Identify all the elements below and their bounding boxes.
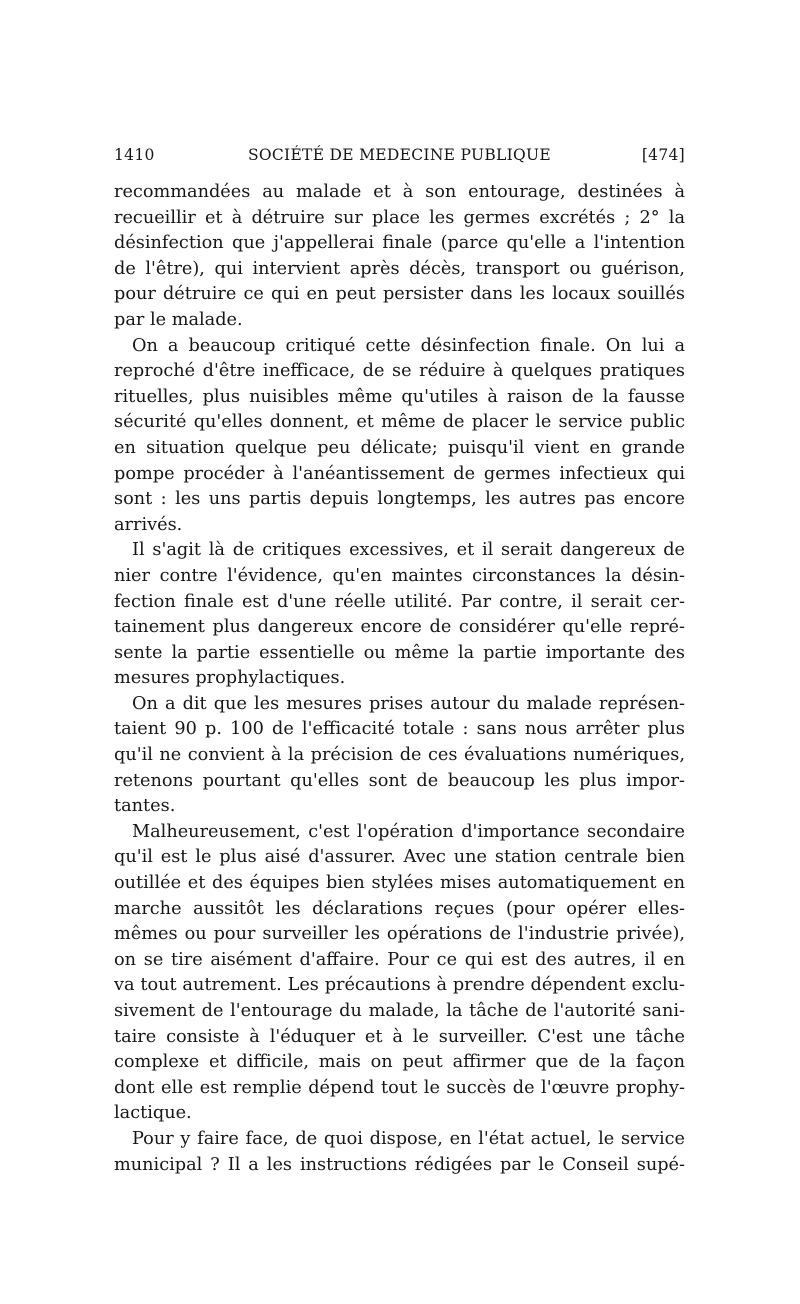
text-line: On a beaucoup critiqué cette désinfection finale. On lui a — [132, 335, 685, 356]
text-line: reproché d'être inefficace, de se réduire à quelques pratiques — [114, 361, 685, 382]
text-line: sécurité qu'elles donnent, et même de placer le service public — [114, 412, 685, 433]
text-line: taire consiste à l'éduquer et à le surveiller. C'est une tâche — [114, 1026, 685, 1047]
text-line: complexe et difficile, mais on peut affirmer que de la façon — [114, 1052, 685, 1073]
text-line: sont : les uns partis depuis longtemps, les autres pas encore — [114, 489, 685, 510]
running-head — [114, 146, 685, 170]
text-line: désinfection que j'appellerai finale (parce qu'elle a l'intention — [114, 233, 685, 254]
text-line: nier contre l'évidence, qu'en maintes circonstances la désin- — [114, 565, 685, 586]
text-line: recueillir et à détruire sur place les germes excrétés ; 2° la — [114, 207, 685, 228]
text-line: dont elle est remplie dépend tout le succès de l'œuvre prophy- — [114, 1077, 685, 1098]
text-line: Il s'agit là de critiques excessives, et il serait dangereux de — [132, 540, 685, 561]
text-line: mesures prophylactiques. — [114, 668, 346, 689]
text-line: pompe procéder à l'anéantissement de germes infectieux qui — [114, 463, 685, 484]
text-line: en situation quelque peu délicate; puisqu'il vient en grande — [114, 437, 685, 458]
text-line: outillée et des équipes bien stylées mises automatiquement en — [114, 873, 685, 894]
text-line: pour détruire ce qui en peut persister dans les locaux souillés — [114, 284, 685, 305]
text-line: recommandées au malade et à son entourage, destinées à — [114, 182, 685, 202]
text-line: lactique. — [114, 1103, 192, 1124]
text-line: taient 90 p. 100 de l'efficacité totale : sans nous arrêter plus — [114, 719, 685, 740]
page-number: 1410 — [114, 146, 155, 164]
text-line: va tout autrement. Les précautions à prendre dépendent exclu- — [114, 975, 685, 996]
text-line: tantes. — [114, 796, 176, 817]
text-line: qu'il est le plus aisé d'assurer. Avec une station centrale bien — [114, 847, 685, 868]
text-line: retenons pourtant qu'elles sont de beaucoup les plus impor- — [114, 770, 685, 791]
text-line: tainement plus dangereux encore de considérer qu'elle repré- — [114, 617, 685, 638]
text-line: fection finale est d'une réelle utilité. Par contre, il serait cer- — [114, 591, 685, 612]
text-line: mêmes ou pour surveiller les opérations de l'industrie privée), — [114, 924, 685, 945]
text-line: de l'être), qui intervient après décès, transport ou guérison, — [114, 258, 685, 279]
text-line: qu'il ne convient à la précision de ces évaluations numériques, — [114, 745, 685, 766]
text-line: rituelles, plus nuisibles même qu'utiles à raison de la fausse — [114, 386, 685, 407]
text-line: marche aussitôt les déclarations reçues (pour opérer elles- — [114, 898, 685, 919]
plate-number: [474] — [641, 146, 685, 164]
text-line: arrivés. — [114, 514, 183, 535]
body-text — [114, 180, 685, 1178]
text-line: On a dit que les mesures prises autour du malade représen- — [132, 693, 685, 714]
text-line: sente la partie essentielle ou même la partie importante des — [114, 642, 685, 663]
text-line: Pour y faire face, de quoi dispose, en l'état actuel, le service — [132, 1128, 685, 1149]
running-title: SOCIÉTÉ DE MEDECINE PUBLIQUE — [247, 146, 552, 164]
text-line: par le malade. — [114, 309, 243, 330]
text-line: on se tire aisément d'affaire. Pour ce qui est des autres, il en — [114, 949, 685, 970]
text-line: municipal ? Il a les instructions rédigées par le Conseil supé- — [114, 1154, 685, 1175]
text-line: Malheureusement, c'est l'opération d'importance secondaire — [132, 821, 685, 842]
text-line: sivement de l'entourage du malade, la tâche de l'autorité sani- — [114, 1001, 685, 1021]
